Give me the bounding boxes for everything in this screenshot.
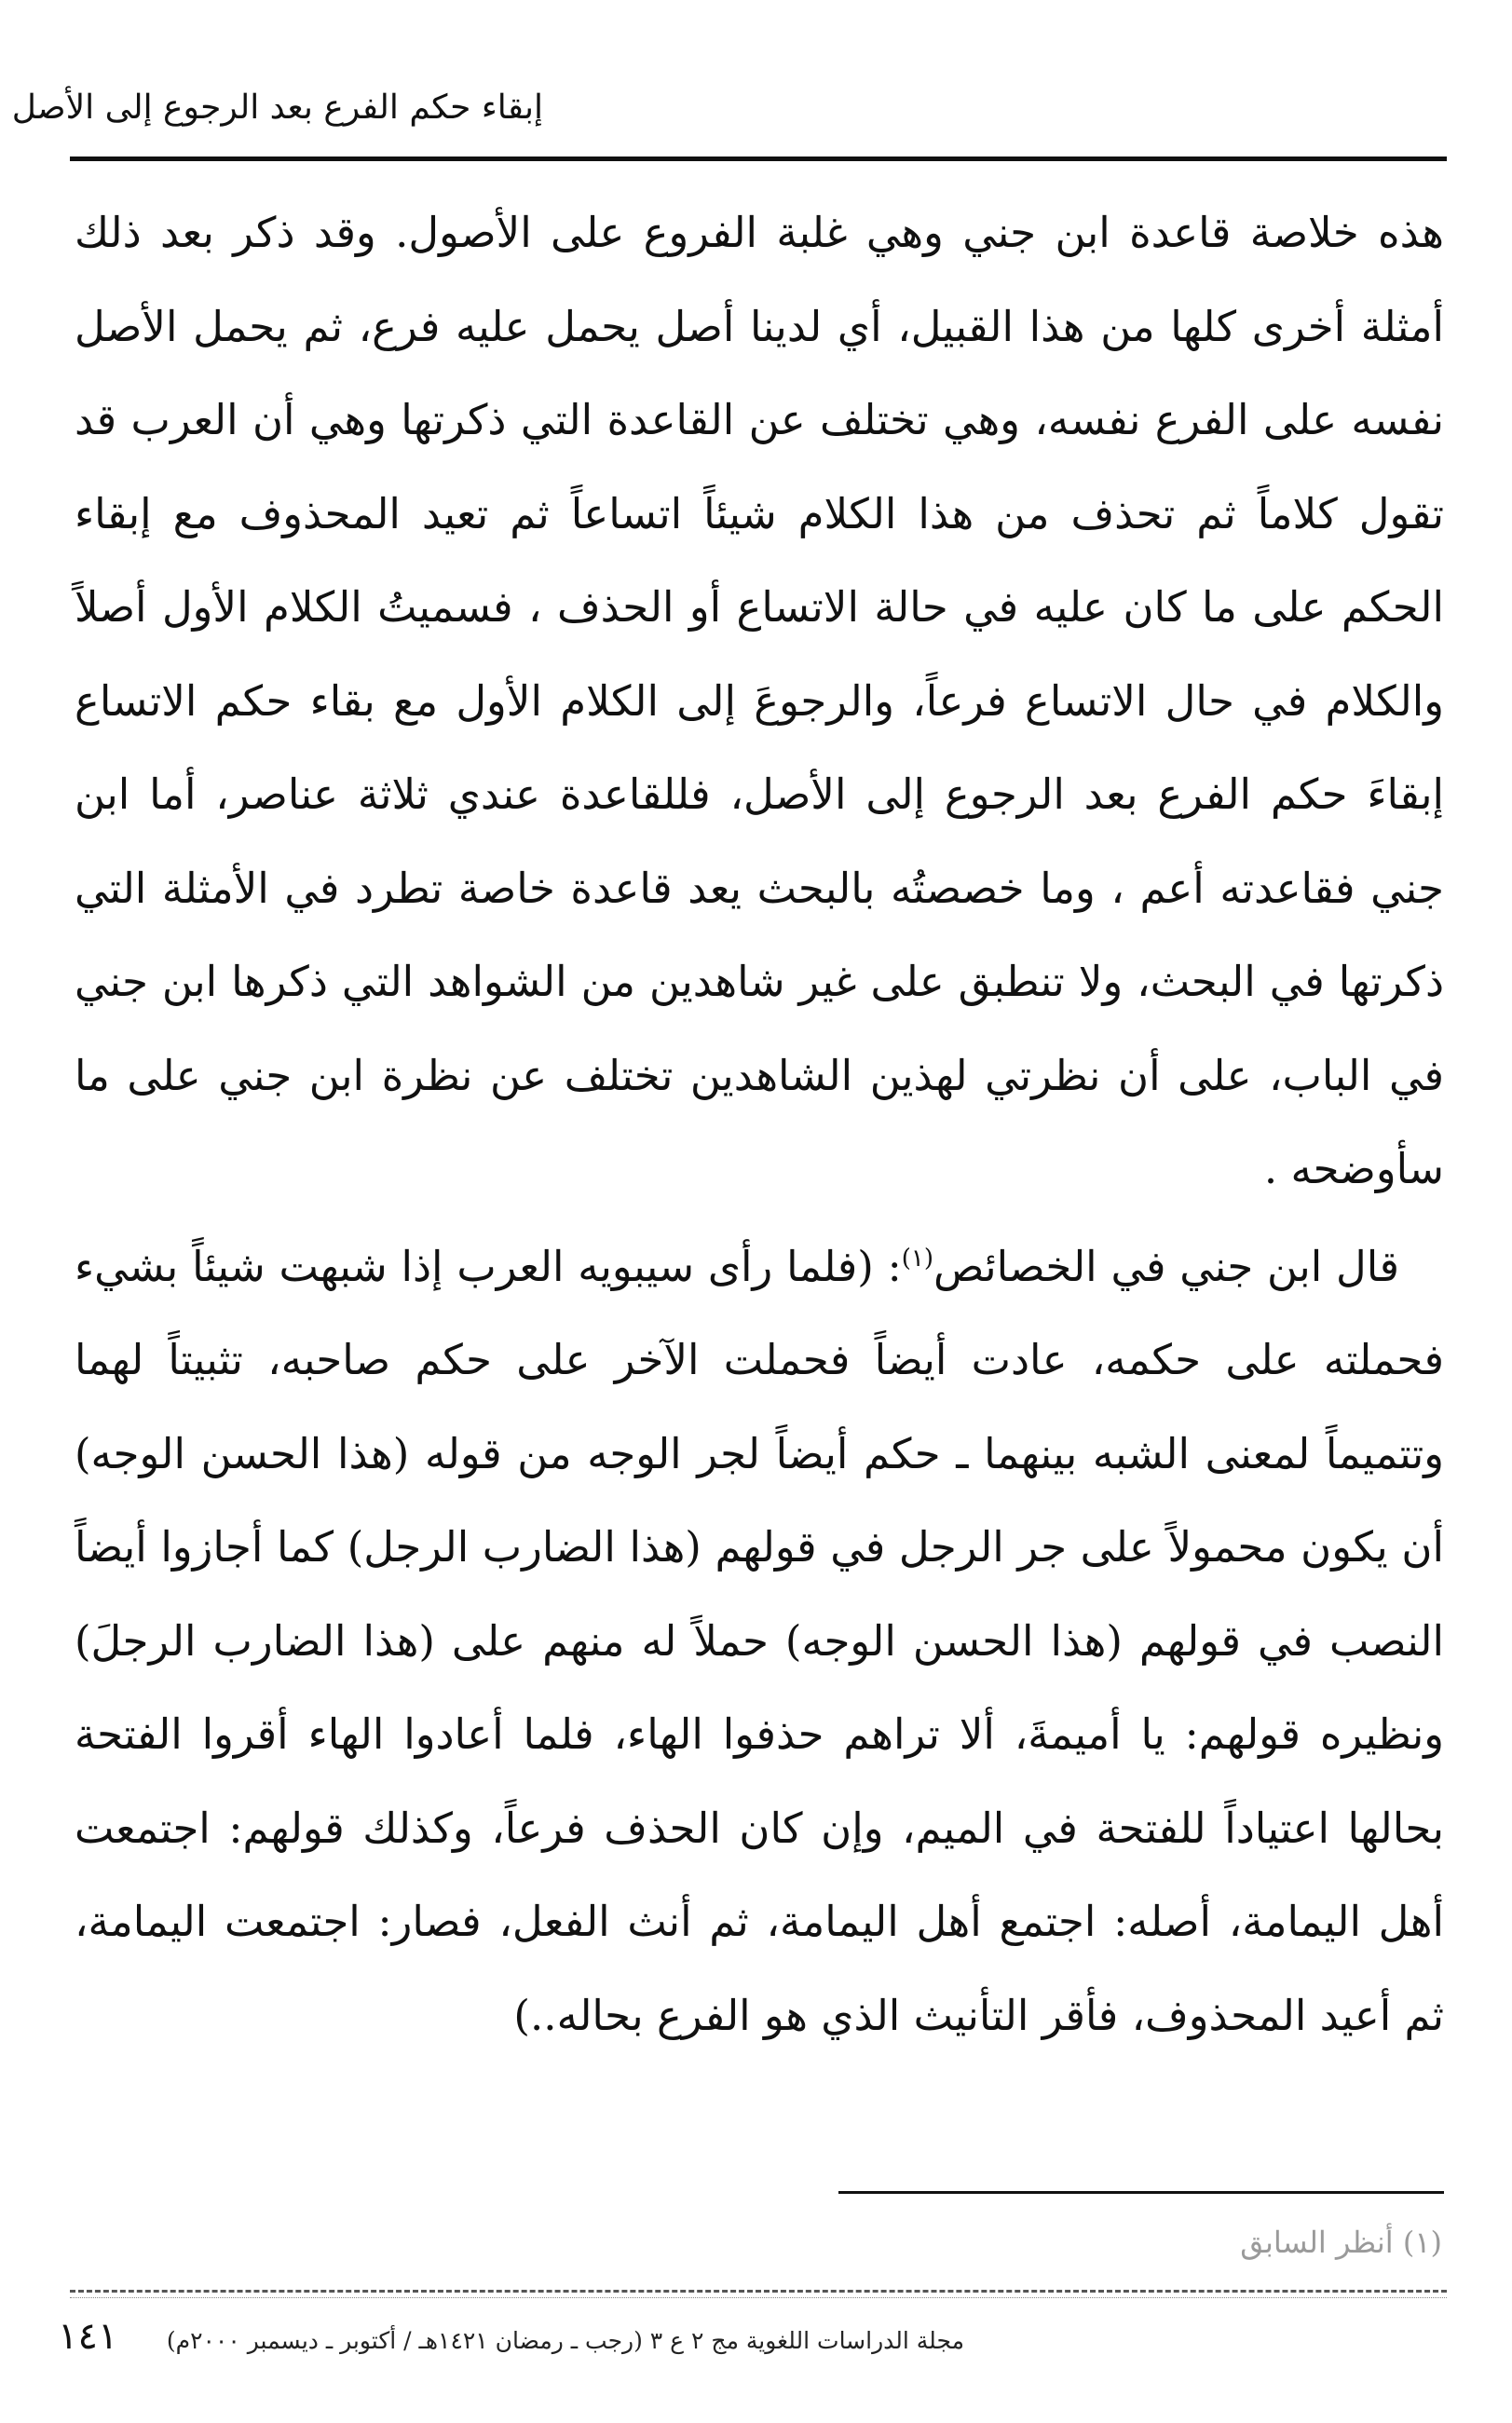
paragraph-2-quote: : (فلما رأى سيبويه العرب إذا شبهت شيئاً بشيء فحملته على حكمه، عادت أيضاً فحملت الآخر على حكم صاحبه، تثبيتاً لهما وتتميماً لمعنى الشبه بينهما ـ حكم أيضاً لجر الوجه من قوله (هذا الحسن الوجه) أن يكون محمولاً على جر الرجل في قولهم (هذا الضارب الرجل) كما أجازوا أيضاً النصب في قولهم (هذا الحسن الوجه) حملاً له منهم على (هذا الضارب الرجلَ) ونظيره قولهم: يا أميمةَ، ألا تراهم حذفوا الهاء، فلما أعادوا الهاء أقروا الفتحة بحالها اعتياداً للفتحة في الميم، وإن كان الحذف فرعاً، وكذلك قولهم: اجتمعت أهل اليمامة، أصله: اجتمع أهل اليمامة، ثم أنث الفعل، فصار: اجتمعت اليمامة، ثم أعيد المحذوف، فأقر التأنيث الذي هو الفرع بحاله..) (75, 1241, 1444, 2040)
footnote-rule (838, 2191, 1444, 2194)
footer-rule (70, 2290, 1447, 2293)
paragraph-1: هذه خلاصة قاعدة ابن جني وهي غلبة الفروع على الأصول. وقد ذكر بعد ذلك أمثلة أخرى كلها من هذا القبيل، أي لدينا أصل يحمل عليه فرع، ثم يحمل الأصل نفسه على الفرع نفسه، وهي تختلف عن القاعدة التي ذكرتها وهي أن العرب قد تقول كلاماً ثم تحذف من هذا الكلام شيئاً اتساعاً ثم تعيد المحذوف مع إبقاء الحكم على ما كان عليه في حالة الاتساع أو الحذف ، فسميتُ الكلام الأول أصلاً والكلام في حال الاتساع فرعاً، والرجوعَ إلى الكلام الأول مع بقاء حكم الاتساع إبقاءَ حكم الفرع بعد الرجوع إلى الأصل، فللقاعدة عندي ثلاثة عناصر، أما ابن جني فقاعدته أعم ، وما خصصتُه بالبحث يعد قاعدة خاصة تطرد في الأمثلة التي ذكرتها في البحث، ولا تنطبق على غير شاهدين من الشواهد التي ذكرها ابن جني في الباب، على أن نظرتي لهذين الشاهدين تختلف عن نظرة ابن جني على ما سأوضحه . (75, 208, 1444, 1193)
footer-rule-dotted (70, 2297, 1447, 2298)
running-header: إبقاء حكم الفرع بعد الرجوع إلى الأصل (11, 88, 543, 127)
body-text (75, 186, 1444, 2062)
page-number: ١٤١ (58, 2315, 118, 2358)
paragraph-2-lead: قال ابن جني في الخصائص (933, 1241, 1399, 1291)
journal-citation: مجلة الدراسات اللغوية مج ٢ ع ٣ (رجب ـ رمضان ١٤٢١هـ / أكتوبر ـ ديسمبر ٢٠٠٠م) (166, 2327, 964, 2354)
header-rule (70, 157, 1447, 161)
paragraph-2 (75, 1220, 1444, 2063)
footnote-reference[interactable]: (١) (901, 1244, 934, 1273)
footnote-1: (١) أنظر السابق (1240, 2225, 1442, 2260)
